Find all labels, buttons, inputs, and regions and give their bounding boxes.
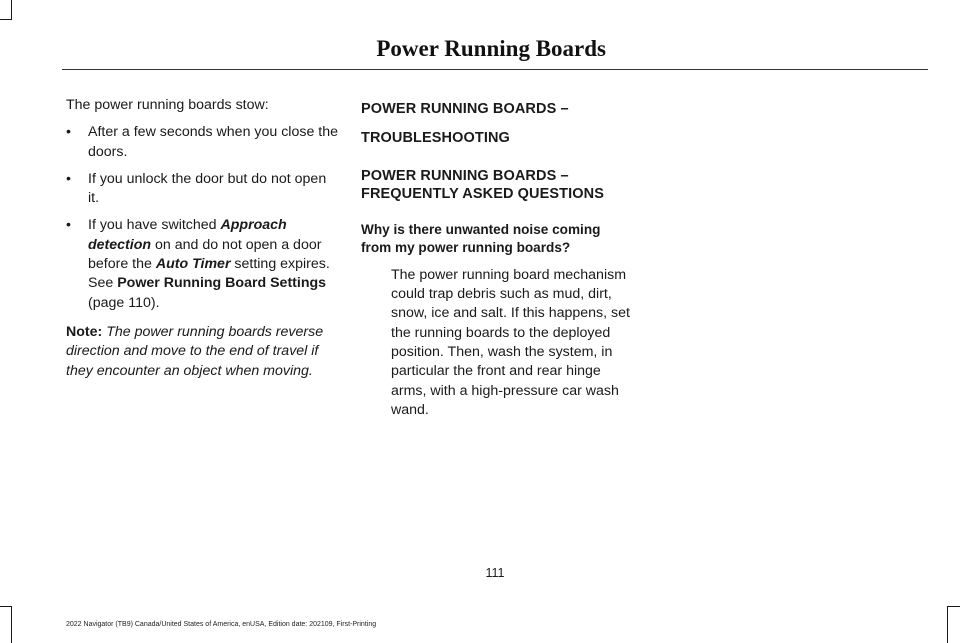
faq-question: Why is there unwanted noise coming from my power running boards? (361, 221, 601, 256)
list-item-text: If you unlock the door but do not open it. (88, 170, 327, 207)
bullet-icon: • (66, 170, 71, 187)
setting-name-auto-timer: Auto Timer (155, 256, 231, 273)
crop-mark (0, 606, 12, 607)
section-heading: TROUBLESHOOTING (361, 130, 510, 147)
right-column (361, 96, 633, 420)
intro-text: The power running boards stow: (66, 97, 269, 113)
list-item-text: on and do not open a door before the (88, 236, 322, 273)
page-number: 111 (485, 566, 505, 580)
crop-mark (947, 606, 948, 643)
crop-mark (0, 19, 12, 20)
note-text: The power running boards reverse direction and move to the end of travel if they encounter an object when moving. (66, 323, 324, 379)
subsection-heading: POWER RUNNING BOARDS – FREQUENTLY ASKED QUESTIONS (361, 167, 604, 202)
crop-mark (947, 606, 960, 607)
faq-answer: The power running board mechanism could trap debris such as mud, dirt, snow, ice and salt. If this happens, set the running boards to the deployed position. Then, wash the system, in particular the front and rear hinge arms, with a high-pressure car wash wand. (391, 266, 630, 418)
left-column (66, 96, 338, 389)
page-title: Power Running Boards (376, 36, 606, 61)
cross-reference-link[interactable]: Power Running Board Settings (117, 275, 327, 292)
note (66, 323, 338, 381)
edition-footer: 2022 Navigator (TB9) Canada/United States of America, enUSA, Edition date: 202109, First-Printing (66, 621, 377, 628)
list-item-text: If you have switched (88, 217, 221, 234)
list-item (66, 216, 338, 312)
crop-mark (11, 0, 12, 20)
crop-mark (11, 606, 12, 643)
list-item (66, 170, 338, 209)
setting-name-approach-detection: Approach detection (88, 217, 287, 253)
section-heading: POWER RUNNING BOARDS – (361, 101, 569, 117)
list-item-text: After a few seconds when you close the doors. (88, 124, 338, 160)
list-item-text: setting expires. See (88, 256, 330, 292)
header-divider (62, 69, 928, 70)
bullet-icon: • (66, 124, 71, 141)
note-label: Note: (66, 323, 103, 340)
page-reference: (page 110). (88, 294, 160, 311)
list-item (66, 123, 338, 162)
stow-conditions-list (66, 123, 338, 313)
bullet-icon: • (66, 217, 71, 234)
